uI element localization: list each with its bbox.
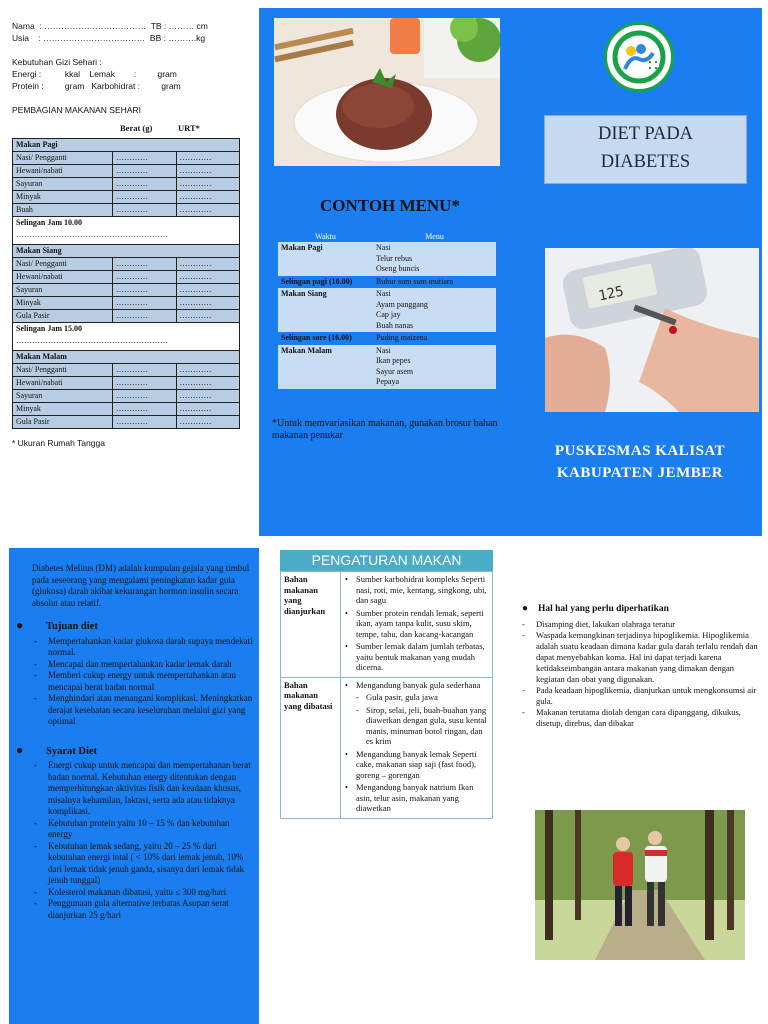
col-urt-label: URT* — [178, 123, 200, 133]
hal-item: - Disamping diet, lakukan olahraga teratur — [520, 619, 760, 630]
menu-dish: Nasi — [376, 289, 391, 298]
snack-row — [13, 323, 240, 351]
meal-item-label: Gula Pasir — [13, 310, 113, 323]
menu-note: *Untuk memvariasikan makanan, gunakan brosur bahan makanan penukar — [272, 418, 498, 441]
snack-title: Selingan Jam 10.00 — [16, 218, 83, 227]
urt-blank: ………… — [176, 152, 240, 165]
syarat-item: - Kebutuhan protein yaitu 10 – 15 % dan kebutuhan energy — [32, 818, 254, 841]
pengaturan-label: Bahan makanan yang dianjurkan — [281, 572, 341, 678]
hal-item: - Pada keadaan hipoglikemia, dianjurkan untuk mengkonsumsi air gula. — [520, 685, 760, 707]
svg-text:125: 125 — [597, 283, 626, 305]
hal-section — [520, 604, 760, 729]
meal-item-row — [13, 416, 240, 429]
tujuan-item: - Menghindari atau menangani komplikasi. Meningkatkan derajat kesehatan secara keseluruhan melalui gizi yang optimal — [32, 693, 254, 728]
menu-items — [373, 332, 496, 345]
tujuan-item: - Memberi cukup energy untuk mempertahankan atau mencapai berat badan normal — [32, 670, 254, 693]
menu-items — [373, 288, 496, 332]
menu-items — [373, 242, 496, 276]
urt-blank: ………… — [176, 204, 240, 217]
syarat-item: - Penggunaan gula alternative terbatas Asupan serat dianjurkan 25 g/hari — [32, 898, 254, 921]
hal-item: - Makanan terutama diolah dengan cara dipanggang, dikukus, disetup, direbus, dan dibakar — [520, 707, 760, 729]
snack-title: Selingan Jam 15.00 — [16, 324, 83, 333]
pengaturan-items — [341, 677, 493, 818]
brochure-title — [544, 115, 747, 184]
form-line: Usia : ……………………………… BB : ……….kg — [12, 33, 206, 43]
meal-item-label: Gula Pasir — [13, 416, 113, 429]
pengaturan-item: - Sirop, selai, jeli, buah-buahan yang diawetkan dengan gula, susu kental manis, minuman botol ringan, dan es krim — [344, 705, 489, 747]
pengaturan-item: • Sumber protein rendah lemak, seperti ikan, ayam tanpa kulit, susu skim, tempe, tahu, dan kacang-kacangan — [344, 608, 489, 640]
meal-section-title: Makan Pagi — [13, 139, 240, 152]
menu-row — [278, 332, 496, 345]
form-line: Kebutuhan Gizi Sehari : — [12, 57, 102, 67]
pengaturan-row — [281, 677, 493, 818]
menu-dish: Ayam panggang — [376, 299, 428, 309]
urt-blank: ………… — [176, 403, 240, 416]
organization-name — [520, 440, 760, 484]
menu-dish: Nasi — [376, 243, 391, 252]
meal-item-row — [13, 191, 240, 204]
meal-item-label: Minyak — [13, 297, 113, 310]
meal-item-label: Sayuran — [13, 390, 113, 403]
syarat-item: - Kolesterol makanan dibatasi, yaitu ≤ 300 mg/hari — [32, 887, 254, 899]
form-line: Protein : gram Karbohidrat : gram — [12, 81, 181, 91]
tujuan-item: - Mempertahankan kadar glukosa darah supaya mendekati normal. — [32, 636, 254, 659]
menu-col-waktu: Waktu — [278, 230, 373, 242]
menu-time: Makan Malam — [278, 345, 373, 389]
berat-blank: ………… — [113, 152, 177, 165]
menu-dish: Ikan pepes — [376, 356, 411, 365]
meal-item-row — [13, 165, 240, 178]
berat-blank: ………… — [113, 416, 177, 429]
org-line-2: KABUPATEN JEMBER — [556, 465, 724, 481]
meal-item-label: Hewani/nabati — [13, 165, 113, 178]
pengaturan-label: Bahan makanan yang dibatasi — [281, 677, 341, 818]
meal-item-label: Minyak — [13, 403, 113, 416]
pengaturan-item: • Sumber lemak dalam jumlah terbatas, yaitu bentuk makanan yang mudah dicerna. — [344, 641, 489, 673]
pengaturan-items — [341, 572, 493, 678]
menu-dish: Buah nanas — [376, 320, 414, 330]
menu-row — [278, 345, 496, 389]
urt-blank: ………… — [176, 416, 240, 429]
glucose-test-photo — [545, 248, 759, 412]
menu-time: Makan Pagi — [278, 242, 373, 276]
menu-items — [373, 345, 496, 389]
tujuan-list — [32, 636, 254, 728]
meal-item-row — [13, 403, 240, 416]
berat-blank: ………… — [113, 165, 177, 178]
syarat-item: - Energi cukup untuk mencapai dan mempertahanan berat badan normal. Kebutuhan energy ditentukan dengan memperhitungkan aktivitas fisik dan keadaan khusus, misalnya kehamilan, laktasi, serta ada atau tidaknya komplikasi. — [32, 760, 254, 818]
bullet-icon: ● — [522, 603, 529, 614]
menu-dish: Telur rebus — [376, 253, 413, 263]
form-line — [12, 92, 244, 104]
hal-heading: Hal hal yang perlu diperhatikan — [538, 604, 669, 614]
menu-row — [278, 276, 496, 289]
menu-time: Selingan pagi (10.00) — [278, 276, 373, 289]
menu-row — [278, 288, 496, 332]
urt-blank: ………… — [176, 284, 240, 297]
urt-blank: ………… — [176, 258, 240, 271]
meal-item-row — [13, 204, 240, 217]
pengaturan-table — [280, 571, 493, 819]
meal-item-label: Hewani/nabati — [13, 377, 113, 390]
urt-blank: ………… — [176, 178, 240, 191]
menu-items — [373, 276, 496, 289]
pengaturan-item: • Mengandung banyak lemak Seperti cake, makanan siap saji (fast food), goreng – gorengan — [344, 749, 489, 781]
meal-section-title: Makan Siang — [13, 245, 240, 258]
meal-item-label: Sayuran — [13, 284, 113, 297]
berat-blank: ………… — [113, 364, 177, 377]
meal-item-row — [13, 178, 240, 191]
meal-section-title: Makan Malam — [13, 351, 240, 364]
urt-blank: ………… — [176, 364, 240, 377]
urt-blank: ………… — [176, 191, 240, 204]
meal-item-row — [13, 297, 240, 310]
diabetes-definition: Diabetes Melitus (DM) adalah kumpulan gejala yang timbul pada seseorang yang mengalami peningkatan kadar gula (glukosa) darah akibat kekurangan hormon insulin secara absolut atau relatif. — [32, 563, 250, 608]
menu-dish: Sayur asem — [376, 366, 414, 376]
col-berat-label: Berat (g) — [120, 123, 153, 133]
berat-blank: ………… — [113, 178, 177, 191]
meal-item-row — [13, 364, 240, 377]
berat-blank: ………… — [113, 191, 177, 204]
form-line: Nama : ……………………………… TB : ……… cm — [12, 21, 208, 31]
hal-list — [520, 619, 760, 729]
pengaturan-item: • Mengandung banyak natrium Ikan asin, telur asin, makanan yang diawetkan — [344, 782, 489, 814]
puskesmas-logo — [604, 22, 674, 92]
elderly-walking-photo — [535, 810, 745, 960]
sample-menu-table — [278, 230, 496, 389]
menu-dish: Bubur sum sum mutiara — [376, 276, 454, 286]
hal-heading-row — [520, 604, 760, 615]
menu-dish: Pepaya — [376, 377, 400, 386]
syarat-heading: Syarat Diet — [46, 745, 98, 757]
meal-item-row — [13, 390, 240, 403]
tujuan-section — [16, 618, 254, 633]
urt-blank: ………… — [176, 310, 240, 323]
pengaturan-item: • Sumber karbohidrat kompleks Seperti nasi, roti, mie, kentang, singkong, ubi, dan sagu — [344, 574, 489, 606]
menu-dish: Nasi — [376, 345, 391, 355]
form-line — [12, 44, 244, 56]
meal-item-row — [13, 377, 240, 390]
syarat-list — [32, 760, 254, 921]
urt-blank: ………… — [176, 377, 240, 390]
title-line-1: DIET PADA — [597, 124, 694, 144]
meal-item-label: Nasi/ Pengganti — [13, 364, 113, 377]
menu-time: Makan Siang — [278, 288, 373, 332]
meal-item-row — [13, 152, 240, 165]
hal-item: - Waspada kemungkinan terjadinya hipoglikemia. Hipoglikemia adalah suatu keadaan dimana kadar gula darah terlalu rendah dan dapat menyebabkan koma. Hal ini dapat terjadi karena ketidakseimbangan antara makanan yang dimakan dengan kegiatan dan obat yang digunakan. — [520, 630, 760, 685]
form-header-lines — [12, 20, 244, 116]
berat-blank: ………… — [113, 310, 177, 323]
pengaturan-row — [281, 572, 493, 678]
urt-blank: ………… — [176, 390, 240, 403]
berat-blank: ………… — [113, 204, 177, 217]
meal-item-label: Nasi/ Pengganti — [13, 258, 113, 271]
meal-item-row — [13, 271, 240, 284]
tujuan-heading: Tujuan diet — [46, 621, 98, 632]
menu-col-menu: Menu — [373, 230, 496, 242]
menu-dish: Cap jay — [376, 310, 401, 319]
pengaturan-title: PENGATURAN MAKAN — [280, 550, 493, 571]
berat-blank: ………… — [113, 258, 177, 271]
title-line-2: DIABETES — [600, 152, 691, 172]
syarat-section — [16, 742, 254, 758]
pengaturan-item: • Mengandung banyak gula sederhana — [344, 680, 489, 691]
menu-dish: Puding maizena — [376, 333, 428, 342]
menu-time: Selingan sore (16.00) — [278, 332, 373, 345]
meal-item-row — [13, 258, 240, 271]
berat-blank: ………… — [113, 377, 177, 390]
red-rice-photo — [274, 18, 500, 166]
meal-item-label: Minyak — [13, 191, 113, 204]
berat-blank: ………… — [113, 284, 177, 297]
syarat-item: - Kebutuhan lemak sedang, yaitu 20 – 25 % dari kebutuhan energi total ( < 10% dari lemak jenuh, 10% dari lemak tidak jenuh ganda, sisanya dari lemak tidak jenuh tunggal) — [32, 841, 254, 887]
meal-item-label: Nasi/ Pengganti — [13, 152, 113, 165]
meal-item-label: Sayuran — [13, 178, 113, 191]
snack-row — [13, 217, 240, 245]
form-line: Energi : kkal Lemak : gram — [12, 69, 177, 79]
meal-item-row — [13, 284, 240, 297]
pengaturan-item: - Gula pasir, gula jawa — [344, 692, 489, 703]
menu-row — [278, 242, 496, 276]
form-column-headers — [12, 122, 244, 136]
urt-blank: ………… — [176, 271, 240, 284]
bullet-icon: ● — [16, 618, 24, 632]
form-line: PEMBAGIAN MAKANAN SEHARI — [12, 105, 141, 115]
urt-blank: ………… — [176, 165, 240, 178]
tujuan-item: - Mencapai dan mempertahankan kadar lemak darah — [32, 659, 254, 671]
meal-item-row — [13, 310, 240, 323]
meal-item-label: Hewani/nabati — [13, 271, 113, 284]
meal-distribution-table — [12, 138, 240, 429]
footnote-urt: * Ukuran Rumah Tangga — [12, 438, 105, 448]
berat-blank: ………… — [113, 390, 177, 403]
snack-fill-dots: ………………………………………………… — [16, 230, 168, 239]
berat-blank: ………… — [113, 271, 177, 284]
menu-dish: Oseng buncis — [376, 264, 420, 273]
meal-item-label: Buah — [13, 204, 113, 217]
org-line-1: PUSKESMAS KALISAT — [554, 443, 726, 459]
diet-form — [12, 20, 244, 449]
menu-title: CONTOH MENU* — [320, 196, 460, 215]
berat-blank: ………… — [113, 297, 177, 310]
berat-blank: ………… — [113, 403, 177, 416]
urt-blank: ………… — [176, 297, 240, 310]
bullet-icon: ● — [16, 742, 24, 757]
diabetes-info — [16, 563, 254, 921]
snack-fill-dots: ………………………………………………… — [16, 336, 168, 345]
